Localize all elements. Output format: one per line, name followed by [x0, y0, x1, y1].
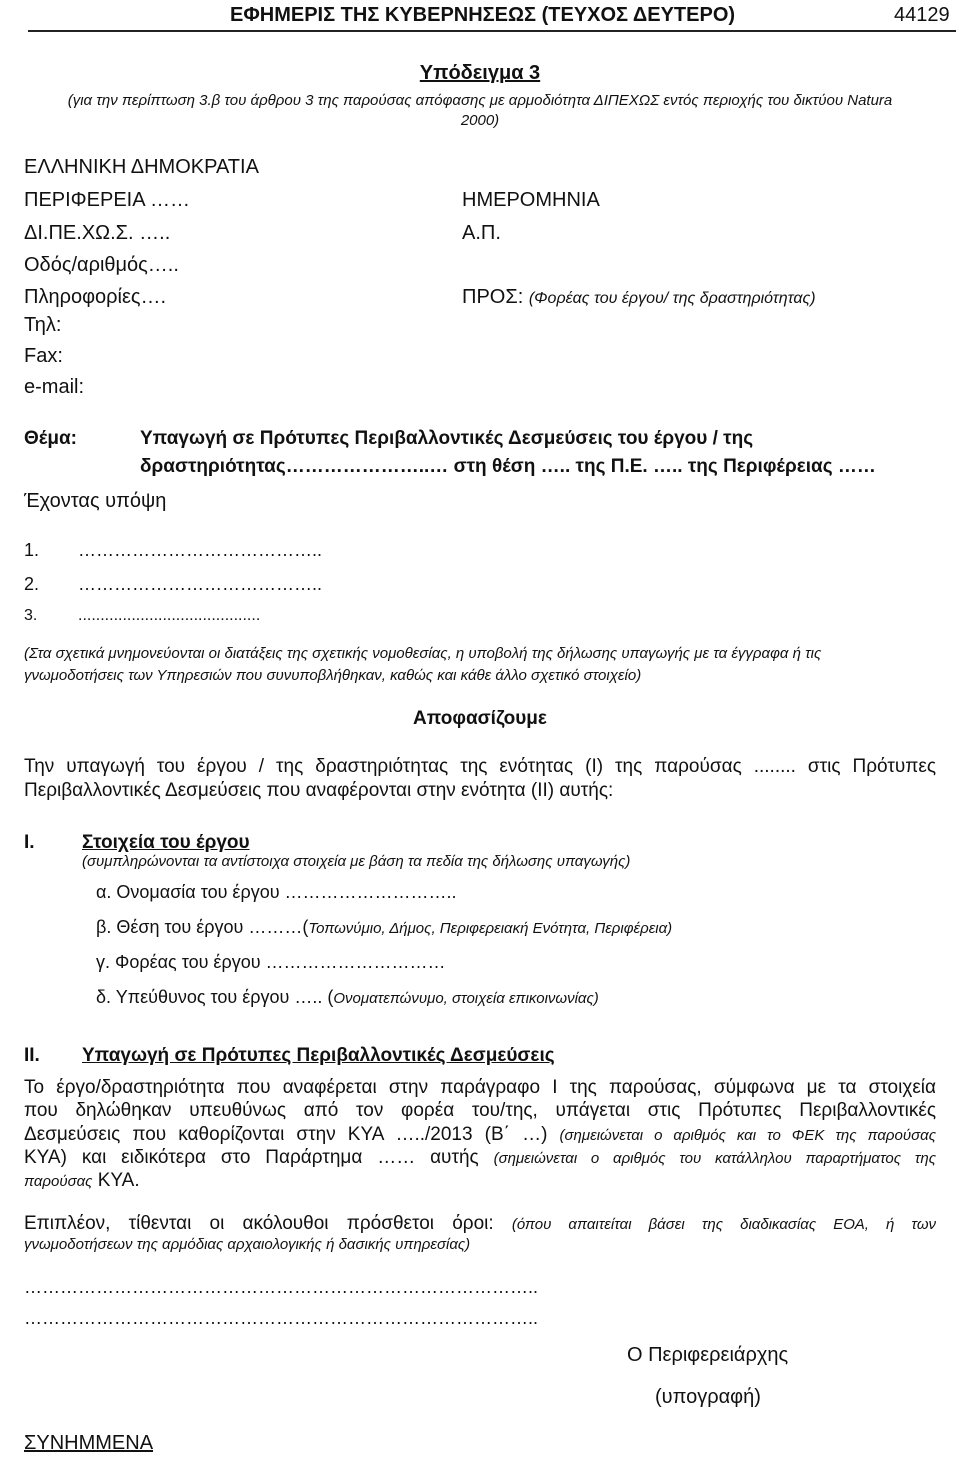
section-1-heading: Στοιχεία του έργου [82, 832, 250, 853]
section-2-p1-line-2: που δηλώθηκαν υπευθύνως από τον φορέα του/της, υπάγεται στις Πρότυπες Περιβαλλοντικές [24, 1100, 936, 1121]
info-field: Πληροφορίες…. [24, 286, 167, 308]
considering-item-1-text: ………………………………….. [78, 540, 323, 560]
republic-name: ΕΛΛΗΝΙΚΗ ΔΗΜΟΚΡΑΤΙΑ [24, 156, 259, 178]
recipient-line [462, 286, 816, 309]
subtitle-line-1: (για την περίπτωση 3.β του άρθρου 3 της παρούσας απόφασης με αρμοδιότητα ΔΙΠΕΧΩΣ εντός περιοχής του δικτύου Natura [67, 92, 893, 109]
fax-field: Fax: [24, 345, 63, 367]
project-manager-note: Ονοματεπώνυμο, στοιχεία επικοινωνίας) [333, 990, 599, 1007]
project-manager-text: δ. Υπεύθυνος του έργου ….. ( [96, 987, 334, 1007]
page-number: 44129 [894, 4, 950, 26]
decision-heading: Αποφασίζουμε [413, 708, 547, 729]
section-2-numeral: ΙΙ. [24, 1045, 40, 1066]
phone-field: Τηλ: [24, 314, 62, 336]
department-field: ΔΙ.ΠΕ.ΧΩ.Σ. ….. [24, 222, 171, 244]
considering-item-2-text: ………………………………….. [78, 574, 323, 594]
project-location-item [96, 917, 672, 938]
annex-text: ) και ειδικότερα στο Παράρτημα …… αυτής [60, 1147, 479, 1168]
address-field: Οδός/αριθμός….. [24, 254, 179, 276]
subtitle-line-2: 2000) [460, 112, 500, 129]
additional-terms-text: Επιπλέον, τίθενται οι ακόλουθοι πρόσθετοι όροι: [24, 1213, 494, 1234]
to-note: (Φορέας του έργου/ της δραστηριότητας) [528, 290, 816, 307]
considering-item-2-num: 2. [24, 574, 40, 594]
section-1-note: (συμπληρώνονται τα αντίστοιχα στοιχεία με βάση τα πεδία της δήλωσης υπαγωγής) [82, 853, 631, 870]
project-operator-item [96, 952, 446, 973]
signatory-title: Ο Περιφερειάρχης [627, 1344, 789, 1366]
considering-note-line-1: (Στα σχετικά μνημονεύονται οι διατάξεις της σχετικής νομοθεσίας, η υποβολή της δήλωσης υπαγωγής με τα έγγραφα ή τις [24, 645, 822, 662]
considering-label: Έχοντας υπόψη [24, 490, 167, 512]
protocol-label: Α.Π. [462, 222, 501, 244]
project-location-note: Τοπωνύμιο, Δήμος, Περιφερειακή Ενότητα, Περιφέρεια) [308, 920, 673, 937]
kya-label: ΚΥΑ [24, 1147, 61, 1168]
section-2-p1-line-1: Το έργο/δραστηριότητα που αναφέρεται στην παράγραφο Ι της παρούσας, σύμφωνα με τα στοιχεία [24, 1077, 936, 1098]
project-name-text: α. Ονομασία του έργου ……………………….. [96, 882, 457, 902]
present-note: παρούσας [24, 1173, 93, 1190]
decision-line-2: Περιβαλλοντικές Δεσμεύσεις που αναφέρονται στην ενότητα (ΙΙ) αυτής: [24, 780, 614, 801]
gazette-title: ΕΦΗΜΕΡΙΣ ΤΗΣ ΚΥΒΕΡΝΗΣΕΩΣ (ΤΕΥΧΟΣ ΔΕΥΤΕΡΟ) [230, 4, 736, 26]
considering-item-1-num: 1. [24, 540, 40, 560]
signature-placeholder: (υπογραφή) [655, 1386, 761, 1408]
considering-note-line-2: γνωμοδοτήσεις των Υπηρεσιών που συνυποβλήθηκαν, καθώς και κάθε άλλο σχετικό στοιχείο) [24, 667, 642, 684]
date-label: ΗΜΕΡΟΜΗΝΙΑ [462, 189, 600, 211]
header-rule [28, 30, 956, 32]
kya-reference-text: Δεσμεύσεις που καθορίζονται στην ΚΥΑ …../2013 (Β΄ …) [24, 1124, 548, 1145]
subject-line-2: δραστηριότητας…………………..… στη θέση ….. της Π.Ε. ….. της Περιφέρειας …… [140, 456, 876, 477]
annex-note: (σημειώνεται ο αριθμός του κατάλληλου παραρτήματος της [493, 1150, 936, 1167]
section-2-p1-line-3 [24, 1124, 936, 1146]
project-operator-text: γ. Φορέας του έργου ………………………… [96, 952, 446, 972]
project-name-item [96, 882, 457, 903]
considering-item-3-text: ......................................... [78, 607, 261, 624]
decision-line-1: Την υπαγωγή του έργου / της δραστηριότητας της ενότητας (Ι) της παρούσας ........ στις Πρότυπες [24, 756, 936, 777]
section-2-p1-line-5 [24, 1170, 140, 1192]
section-2-heading: Υπαγωγή σε Πρότυπες Περιβαλλοντικές Δεσμεύσεις [82, 1045, 555, 1066]
subject-line-1: Υπαγωγή σε Πρότυπες Περιβαλλοντικές Δεσμεύσεις του έργου / της [140, 428, 754, 449]
considering-item-3-num: 3. [24, 607, 38, 624]
section-2-p2-line-1 [24, 1213, 936, 1235]
to-label: ΠΡΟΣ: [462, 286, 524, 308]
email-field: e-mail: [24, 376, 85, 398]
additional-terms-note: (όπου απαιτείται βάσει της διαδικασίας ΕΟΑ, ή των [511, 1216, 937, 1233]
section-2-p1-line-4 [24, 1147, 936, 1169]
form-title: Υπόδειγμα 3 [419, 62, 541, 84]
kya-end-text: ΚΥΑ. [97, 1170, 140, 1191]
project-manager-item [96, 987, 599, 1008]
fill-dots-1: ………………………………………………………………………….. [24, 1277, 539, 1297]
attachments-label: ΣΥΝΗΜΜΕΝΑ [24, 1432, 154, 1454]
section-1-numeral: Ι. [24, 832, 35, 853]
subject-label: Θέμα: [24, 428, 77, 449]
fill-dots-2: ………………………………………………………………………….. [24, 1308, 539, 1328]
section-2-p2-line-2: γνωμοδοτήσεων της αρμόδιας αρχαιολογικής ή δασικής υπηρεσίας) [24, 1236, 471, 1253]
region-field: ΠΕΡΙΦΕΡΕΙΑ …… [24, 189, 191, 211]
project-location-text: β. Θέση του έργου ………( [96, 917, 309, 937]
kya-reference-note: (σημειώνεται ο αριθμός και το ΦΕΚ της παρούσας [559, 1127, 937, 1144]
